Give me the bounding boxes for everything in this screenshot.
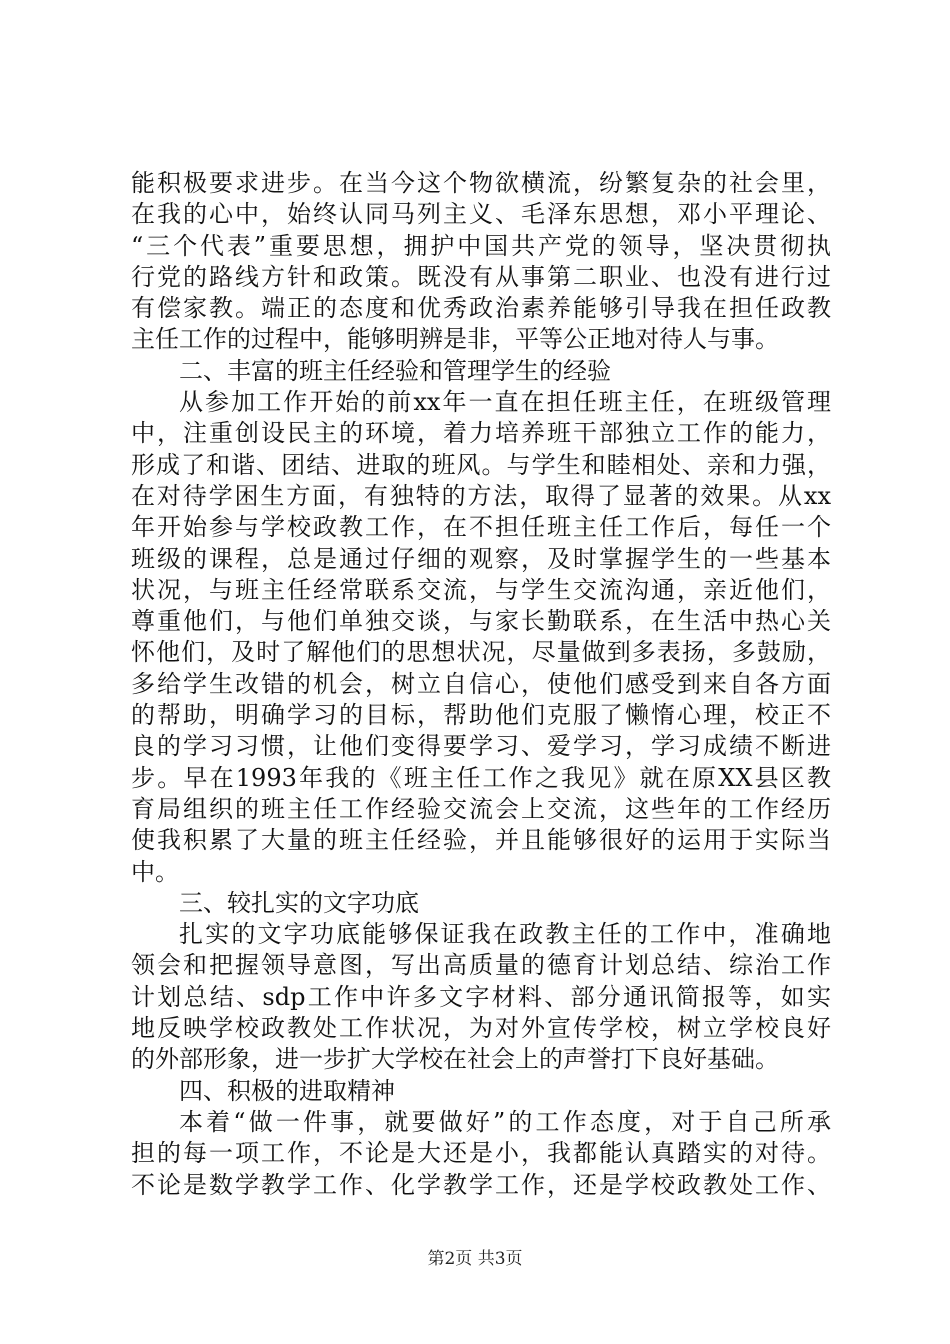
text-line: 育局组织的班主任工作经验交流会上交流，这些年的工作经历: [131, 794, 831, 823]
text-line: 中。: [131, 857, 179, 886]
text-line: 良的学习习惯，让他们变得要学习、爱学习，学习成绩不断进: [131, 732, 831, 761]
text-line: 扎实的文字功底能够保证我在政教主任的工作中，准确地: [179, 920, 831, 949]
section-heading: 二、丰富的班主任经验和管理学生的经验: [179, 356, 611, 385]
document-body: [131, 168, 831, 1201]
section-heading: 三、较扎实的文字功底: [179, 888, 419, 917]
text-line: 有偿家教。端正的态度和优秀政治素养能够引导我在担任政教: [131, 294, 831, 323]
text-line: 使我积累了大量的班主任经验，并且能够很好的运用于实际当: [131, 826, 831, 855]
text-line: 中，注重创设民主的环境，着力培养班干部独立工作的能力，: [131, 419, 831, 448]
text-line: 多给学生改错的机会，树立自信心，使他们感受到来自各方面: [131, 669, 831, 698]
text-line: 能积极要求进步。在当今这个物欲横流，纷繁复杂的社会里，: [131, 169, 831, 197]
text-line: 在对待学困生方面，有独特的方法，取得了显著的效果。从xx: [131, 481, 831, 510]
text-line: 地反映学校政教处工作状况，为对外宣传学校，树立学校良好: [131, 1014, 831, 1043]
text-line: 怀他们，及时了解他们的思想状况，尽量做到多表扬，多鼓励，: [131, 638, 831, 667]
text-line: 尊重他们，与他们单独交谈，与家长勤联系，在生活中热心关: [131, 607, 831, 636]
text-line: 行党的路线方针和政策。既没有从事第二职业、也没有进行过: [131, 262, 831, 291]
text-line: 的帮助，明确学习的目标，帮助他们克服了懒惰心理，校正不: [131, 701, 831, 730]
text-line: 本着“做一件事，就要做好”的工作态度，对于自己所承: [179, 1107, 831, 1136]
section-heading: 四、积极的进取精神: [179, 1076, 395, 1105]
page-number-footer: 第2页 共3页: [427, 1249, 523, 1269]
text-line: 不论是数学教学工作、化学教学工作，还是学校政教处工作、: [131, 1170, 831, 1199]
text-line: 形成了和谐、团结、进取的班风。与学生和睦相处、亲和力强，: [131, 450, 831, 479]
text-line: 担的每一项工作，不论是大还是小，我都能认真踏实的对待。: [131, 1139, 831, 1168]
text-line: “三个代表”重要思想，拥护中国共产党的领导，坚决贯彻执: [131, 231, 831, 260]
text-line: 年开始参与学校政教工作，在不担任班主任工作后，每任一个: [131, 513, 831, 542]
text-line: 领会和把握领导意图，写出高质量的德育计划总结、综治工作: [131, 951, 831, 980]
text-line: 计划总结、sdp工作中许多文字材料、部分通讯简报等，如实: [131, 982, 831, 1011]
text-line: 状况，与班主任经常联系交流，与学生交流沟通，亲近他们，: [131, 575, 831, 604]
text-line: 的外部形象，进一步扩大学校在社会上的声誉打下良好基础。: [131, 1045, 779, 1074]
text-line: 步。早在1993年我的《班主任工作之我见》就在原XX县区教: [131, 763, 831, 792]
text-line: 班级的课程，总是通过仔细的观察，及时掌握学生的一些基本: [131, 544, 831, 573]
text-line: 从参加工作开始的前xx年一直在担任班主任，在班级管理: [179, 388, 831, 417]
text-line: 在我的心中，始终认同马列主义、毛泽东思想，邓小平理论、: [131, 200, 831, 229]
text-line: 主任工作的过程中，能够明辨是非，平等公正地对待人与事。: [131, 325, 779, 354]
